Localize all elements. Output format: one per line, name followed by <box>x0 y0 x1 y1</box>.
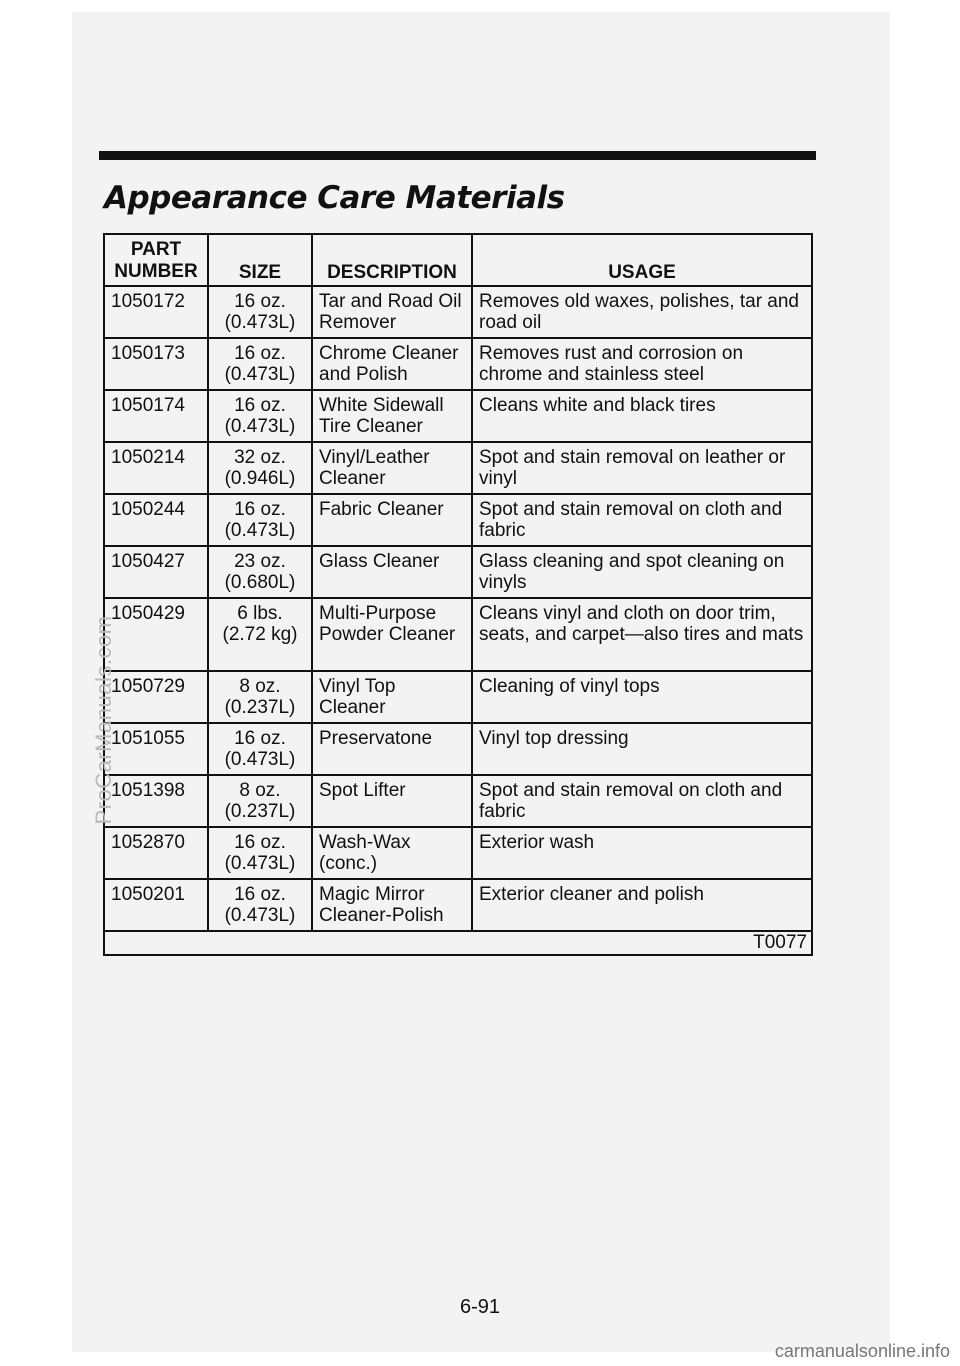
cell-usage: Spot and stain removal on cloth and fabric <box>472 494 812 546</box>
cell-part-number: 1050427 <box>104 546 208 598</box>
cell-part-number: 1050201 <box>104 879 208 931</box>
cell-description: White Sidewall Tire Cleaner <box>312 390 472 442</box>
cell-usage: Exterior cleaner and polish <box>472 879 812 931</box>
page-number: 6-91 <box>459 1296 501 1318</box>
table-row <box>104 442 812 494</box>
table-row <box>104 879 812 931</box>
header-description: DESCRIPTION <box>312 234 472 286</box>
header-size: SIZE <box>208 234 312 286</box>
cell-size: 23 oz. (0.680L) <box>208 546 312 598</box>
cell-size: 16 oz. (0.473L) <box>208 827 312 879</box>
cell-part-number: 1051055 <box>104 723 208 775</box>
cell-usage: Cleaning of vinyl tops <box>472 671 812 723</box>
cell-description: Fabric Cleaner <box>312 494 472 546</box>
care-materials-table <box>103 233 813 956</box>
cell-usage: Spot and stain removal on cloth and fabric <box>472 775 812 827</box>
cell-description: Spot Lifter <box>312 775 472 827</box>
table-row <box>104 494 812 546</box>
cell-usage: Glass cleaning and spot cleaning on vinyls <box>472 546 812 598</box>
cell-description: Multi-Purpose Powder Cleaner <box>312 598 472 671</box>
cell-description: Preservatone <box>312 723 472 775</box>
table-row <box>104 827 812 879</box>
header-usage: USAGE <box>472 234 812 286</box>
table-row <box>104 598 812 671</box>
header-part-number: PART NUMBER <box>104 234 208 286</box>
care-materials-table-wrap <box>103 233 811 956</box>
table-footer-row <box>104 931 812 955</box>
table-row <box>104 390 812 442</box>
cell-part-number: 1050729 <box>104 671 208 723</box>
table-code: T0077 <box>104 931 812 955</box>
cell-part-number: 1050429 <box>104 598 208 671</box>
table-row <box>104 546 812 598</box>
cell-description: Vinyl/Leather Cleaner <box>312 442 472 494</box>
cell-part-number: 1050214 <box>104 442 208 494</box>
cell-description: Tar and Road Oil Remover <box>312 286 472 338</box>
cell-size: 16 oz. (0.473L) <box>208 879 312 931</box>
table-row <box>104 775 812 827</box>
cell-size: 8 oz. (0.237L) <box>208 775 312 827</box>
cell-size: 16 oz. (0.473L) <box>208 338 312 390</box>
cell-description: Vinyl Top Cleaner <box>312 671 472 723</box>
cell-usage: Cleans white and black tires <box>472 390 812 442</box>
cell-part-number: 1050172 <box>104 286 208 338</box>
cell-size: 32 oz. (0.946L) <box>208 442 312 494</box>
cell-description: Magic Mirror Cleaner-Polish <box>312 879 472 931</box>
cell-usage: Removes rust and corrosion on chrome and stainless steel <box>472 338 812 390</box>
cell-size: 6 lbs. (2.72 kg) <box>208 598 312 671</box>
cell-description: Chrome Cleaner and Polish <box>312 338 472 390</box>
table-row <box>104 671 812 723</box>
table-header-row <box>104 234 812 286</box>
cell-part-number: 1051398 <box>104 775 208 827</box>
cell-description: Glass Cleaner <box>312 546 472 598</box>
footer-watermark: carmanualsonline.info <box>774 1341 950 1361</box>
cell-size: 16 oz. (0.473L) <box>208 286 312 338</box>
cell-usage: Removes old waxes, polishes, tar and road oil <box>472 286 812 338</box>
table-body <box>104 286 812 931</box>
cell-description: Wash-Wax (conc.) <box>312 827 472 879</box>
cell-size: 16 oz. (0.473L) <box>208 390 312 442</box>
cell-usage: Spot and stain removal on leather or vinyl <box>472 442 812 494</box>
cell-usage: Vinyl top dressing <box>472 723 812 775</box>
table-row <box>104 338 812 390</box>
cell-size: 16 oz. (0.473L) <box>208 723 312 775</box>
cell-usage: Exterior wash <box>472 827 812 879</box>
cell-usage: Cleans vinyl and cloth on door trim, seats, and carpet—also tires and mats <box>472 598 812 671</box>
cell-part-number: 1052870 <box>104 827 208 879</box>
page-title: Appearance Care Materials <box>104 180 565 216</box>
table-row <box>104 723 812 775</box>
side-watermark: ProCarManuals.com <box>91 615 116 825</box>
header-rule <box>99 151 816 160</box>
cell-part-number: 1050174 <box>104 390 208 442</box>
cell-size: 16 oz. (0.473L) <box>208 494 312 546</box>
cell-size: 8 oz. (0.237L) <box>208 671 312 723</box>
cell-part-number: 1050173 <box>104 338 208 390</box>
cell-part-number: 1050244 <box>104 494 208 546</box>
table-row <box>104 286 812 338</box>
